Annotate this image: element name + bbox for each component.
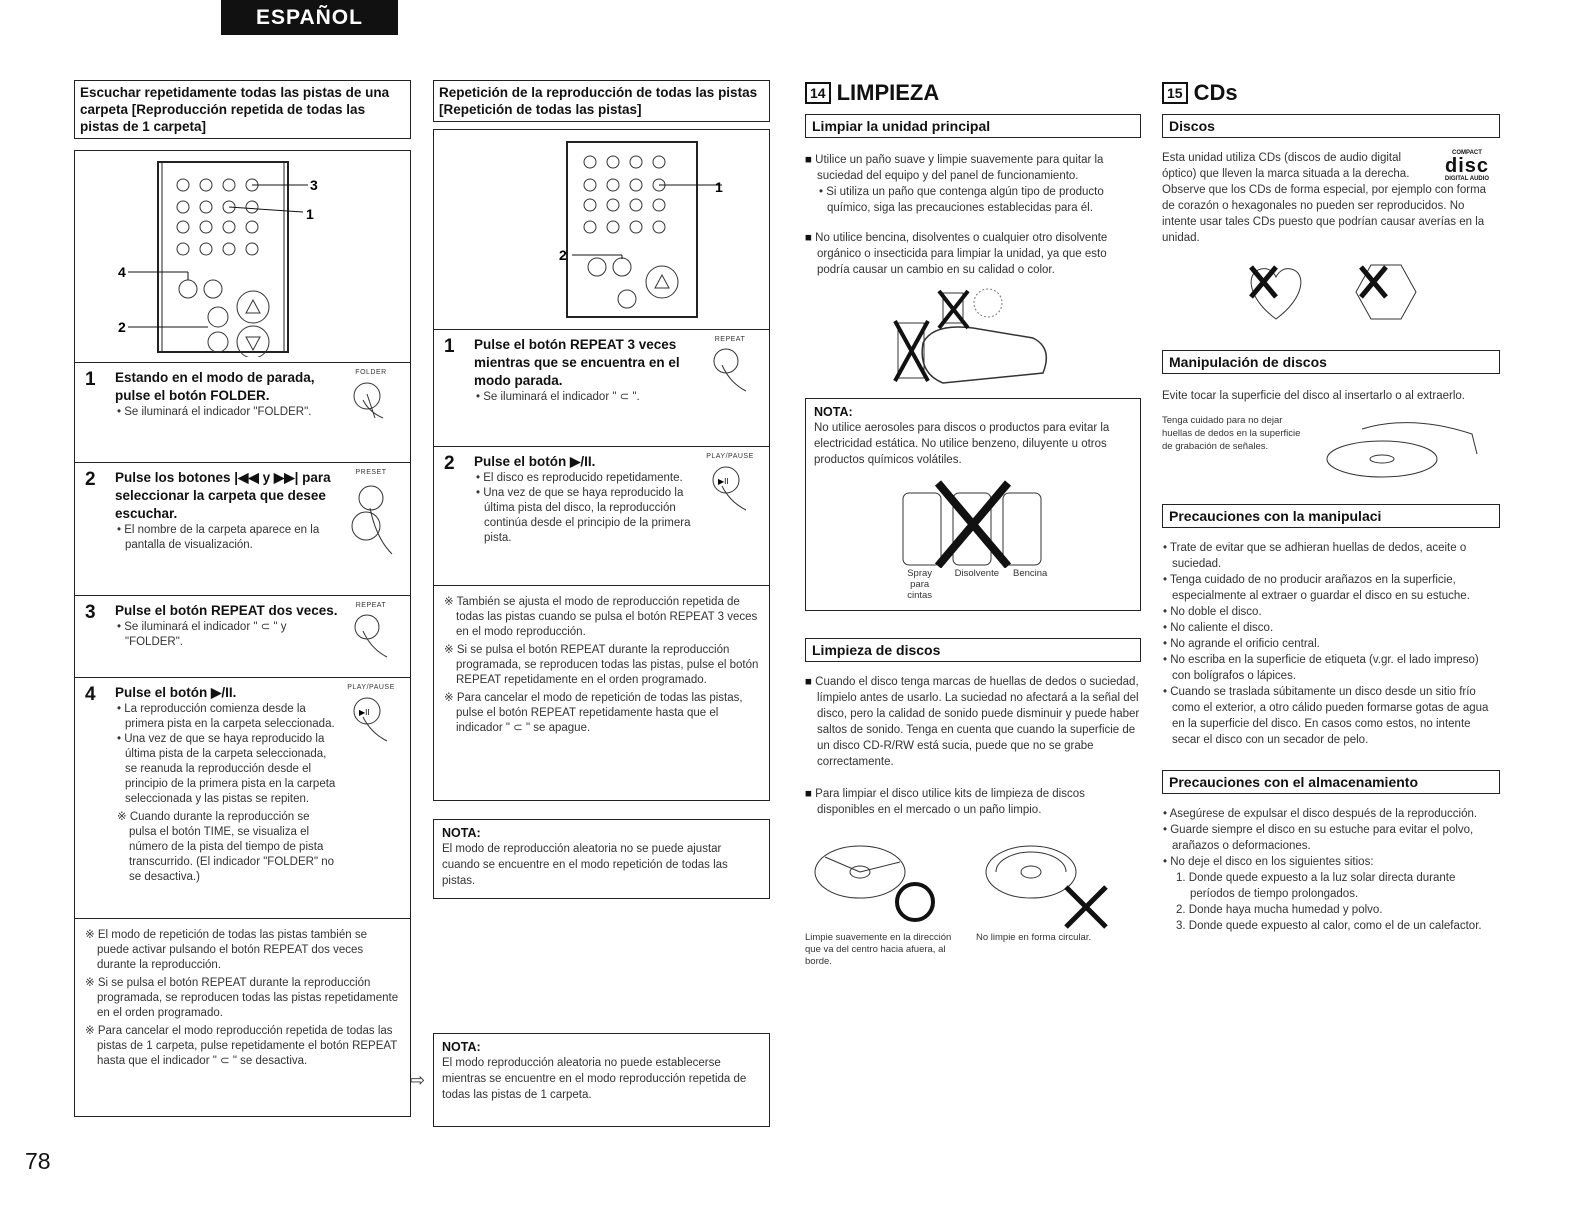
column-1 xyxy=(74,80,411,1117)
svg-text:4: 4 xyxy=(117,263,126,280)
col2-steps-box xyxy=(433,129,770,586)
compact-disc-logo: COMPACT disc DIGITAL AUDIO xyxy=(1444,150,1490,182)
column-4: 15 CDs Discos Esta unidad utiliza CDs (discos de audio digital óptico) que lleven la marca situada a la derecha. COMPACT disc DIGITAL AUDIO Observe que los CDs de forma especial, por ejemplo con forma de corazón o hexagonales no pueden ser reproducidos. No intente usar tales CDs puesto que podrían causar averías en la unidad. Manipulación de discos Evite tocar la superficie del disco al insertarlo o al extraerlo. Tenga cuidado para no dejar huellas de dedos en la superficie de grabación de señales. Precauciones con la manipulaci • Trate de evitar que se adhieran huellas de dedos, aceite o suciedad. • Tenga cuidado de no producir arañazos en la superficie, especialmente al extraer o guardar el disco en su estuche. • No doble el disco. • No caliente el disco. • No agrande el orificio central. • No escriba en la superficie de etiqueta (v.gr. el lado impreso) con bolígrafos o lápices. • Cuando se traslada súbitamente un disco desde un sitio frío como el exterior, a otro cálido pueden formarse gotas de agua en la superficie del disco. En casos como estos, no intente secar el disco con un secador de pelo. Precauciones con el almacenamiento • Asegúrese de expulsar el disco después de la reproducción. • Guarde siempre el disco en su estuche para evitar el polvo, arañazos o deformaciones. • No deje el disco en los siguientes sitios: 1. Donde quede expuesto a la luz solar directa durante períodos de tiempo prolongados. 2. Donde haya mucha humedad y polvo. 3. Donde quede expuesto al calor, como el de un calefactor. xyxy=(1162,80,1500,934)
col2-nota-1: NOTA: El modo de reproducción aleatoria no se puede ajustar cuando se encuentre en el modo repetición de todas las pistas. xyxy=(433,819,770,899)
subheader-disc-cleaning: Limpieza de discos xyxy=(805,638,1141,662)
column-3: 14 LIMPIEZA Limpiar la unidad principal ■ Utilice un paño suave y limpie suavemente para quitar la suciedad del equipo y del panel de funcionamiento. • Si utiliza un paño que contenga algún tipo de producto químico, siga las precauciones establecidas para él. ■ No utilice bencina, disolventes o cualquier otro disolvente orgánico o insecticida para limpiar la unidad, ya que esto podría causar un cambio en su calidad o color. NOTA: No utilice aerosoles para discos o productos para evitar la electricidad estática. No utilice benzeno, diluyente u otros productos químicos volátiles. Spray para cintas Disolvente Bencina Limpieza de discos ■ Cuando el disco tenga marcas de huellas de dedos o suciedad, límpielo antes de usarlo. La suciedad no afectará a la señal del disco, pero la calidad de sonido puede disminuir y puede haber saltos de sonido. Tenga en cuenta que cuando la superficie de un disco CD-R/RW está sucia, puede que no se grabe correctamente. ■ Para limpiar el disco utilice kits de limpieza de discos disponibles en el mercado o un paño limpio. Limpie suavemente en la dirección que va del centro hacia afuera, al borde. No limpie en forma circular. xyxy=(805,80,1141,968)
special-shape-discs xyxy=(1162,246,1500,338)
disc-wipe-illustrations xyxy=(805,832,1141,932)
col3-nota: NOTA: No utilice aerosoles para discos o productos para evitar la electricidad estática. No utilice benzeno, diluyente u otros productos químicos volátiles. Spray para cintas Disolvente Bencina xyxy=(805,398,1141,611)
svg-text:1: 1 xyxy=(305,205,314,222)
column-2 xyxy=(410,80,770,1127)
svg-text:▶II: ▶II xyxy=(359,708,370,717)
play-pause-button-icon: PLAY/PAUSE ▶II xyxy=(340,684,402,912)
remote-diagram-1 xyxy=(75,151,410,363)
bottle-label: Bencina xyxy=(1013,568,1048,579)
col2-step-1: 1 Pulse el botón REPEAT 3 veces mientras que se encuentra en el modo parada. • Se iluminará el indicador " ⊂ ". REPEAT xyxy=(434,330,769,447)
subheader-discos: Discos xyxy=(1162,114,1500,138)
section-title-limpieza: 14 LIMPIEZA xyxy=(805,80,1141,106)
step-title: Estando en el modo de parada, pulse el botón FOLDER. xyxy=(115,370,315,403)
col1-step-4: 4 Pulse el botón ▶/II. • La reproducción comienza desde la primera pista en la carpeta seleccionada. • Una vez de que se haya reproducido la última pista de la carpeta seleccionada, se reanuda la reproducción desde el principio de la primera pista en la carpeta seleccionada y las pistas se repiten. ※ Cuando durante la reproducción se pulsa el botón TIME, se visualiza el número de la pista del tiempo de pista transcurrido. (El indicador "FOLDER" no se desactiva.) PLAY/PAUSE ▶II xyxy=(75,678,410,918)
subheader-manipulacion: Manipulación de discos xyxy=(1162,350,1500,374)
subheader-main-unit: Limpiar la unidad principal xyxy=(805,114,1141,138)
preset-button-icon: PRESET xyxy=(340,469,402,589)
col2-nota-2: ⇨ NOTA: El modo reproducción aleatoria no puede establecerse mientras se encuentre en el modo reproducción repetida de todas las pistas de 1 carpeta. xyxy=(433,1033,770,1127)
cleaning-illustration xyxy=(805,278,1141,398)
col1-step-3: 3 Pulse el botón REPEAT dos veces. • Se iluminará el indicador " ⊂ " y "FOLDER". REPEAT xyxy=(75,596,410,678)
svg-text:2: 2 xyxy=(558,247,567,263)
page-number: 78 xyxy=(25,1148,51,1174)
bottle-label: Spray para cintas xyxy=(907,568,933,601)
caption-wipe-ok: Limpie suavemente en la dirección que va del centro hacia afuera, al borde. xyxy=(805,932,952,967)
continue-arrow-icon: ⇨ xyxy=(410,1070,426,1090)
repeat-button-icon: REPEAT xyxy=(699,336,761,440)
step-bullet: • Se iluminará el indicador "FOLDER". xyxy=(115,405,340,420)
svg-text:▶II: ▶II xyxy=(718,477,729,486)
col1-header: Escuchar repetidamente todas las pistas de una carpeta [Reproducción repetida de todas las pistas de 1 carpeta] xyxy=(74,80,411,139)
hand-holding-disc-icon xyxy=(1302,414,1482,484)
col2-step-2: 2 Pulse el botón ▶/II. • El disco es reproducido repetidamente. • Una vez de que se haya reproducido la última pista del disco, la reproducción continúa desde el principio de la primera pista. PLAY/PAUSE ▶II xyxy=(434,447,769,585)
hexagon-disc-icon xyxy=(1351,257,1421,327)
col1-steps-box xyxy=(74,150,411,919)
repeat-button-icon: REPEAT xyxy=(340,602,402,671)
heart-disc-icon xyxy=(1241,257,1311,327)
col2-notes: ※ También se ajusta el modo de reproducción repetida de todas las pistas cuando se pulsa el botón REPEAT 3 veces en el modo reproducción. ※ Si se pulsa el botón REPEAT durante la reproducción programada, se reproducen todas las pistas, pulse el botón REPEAT repetidamente en el orden programado. ※ Para cancelar el modo de repetición de todas las pistas, pulse el botón REPEAT repetidamente hasta que el indicador " ⊂ " se apague. xyxy=(433,586,770,801)
svg-text:2: 2 xyxy=(117,318,126,335)
language-tab: ESPAÑOL xyxy=(221,0,398,35)
bottle-label: Disolvente xyxy=(954,568,999,579)
col1-step-2: 2 Pulse los botones |◀◀ y ▶▶| para seleccionar la carpeta que desee escuchar. • El nombre de la carpeta aparece en la pantalla de visualización. PRESET xyxy=(75,463,410,596)
svg-text:1: 1 xyxy=(714,179,723,195)
play-pause-button-icon: PLAY/PAUSE ▶II xyxy=(699,453,761,579)
folder-button-icon: FOLDER xyxy=(340,369,402,456)
remote-diagram-2 xyxy=(434,130,769,330)
subheader-precauciones-almacenamiento: Precauciones con el almacenamiento xyxy=(1162,770,1500,794)
step-number: 1 xyxy=(85,369,96,390)
col1-step-1 xyxy=(75,363,410,463)
handling-caption: Tenga cuidado para no dejar huellas de dedos en la superficie de grabación de señales. xyxy=(1162,415,1301,452)
col2-header: Repetición de la reproducción de todas las pistas [Repetición de todas las pistas] xyxy=(433,80,770,122)
col1-notes: ※ El modo de repetición de todas las pistas también se puede activar pulsando el botón REPEAT dos veces durante la reproducción. ※ Si se pulsa el botón REPEAT durante la reproducción programada, se reproducen todas las pistas repetidamente en el orden programado. ※ Para cancelar el modo reproducción repetida de todas las pistas de 1 carpeta, pulse repetidamente el botón REPEAT hasta que el indicador " ⊂ " se desactiva. xyxy=(74,919,411,1117)
subheader-precauciones-manipulacion: Precauciones con la manipulaci xyxy=(1162,504,1500,528)
bottles-illustration xyxy=(814,478,1132,568)
svg-text:3: 3 xyxy=(309,176,318,193)
section-title-cds: 15 CDs xyxy=(1162,80,1500,106)
caption-wipe-ng: No limpie en forma circular. xyxy=(976,932,1092,943)
